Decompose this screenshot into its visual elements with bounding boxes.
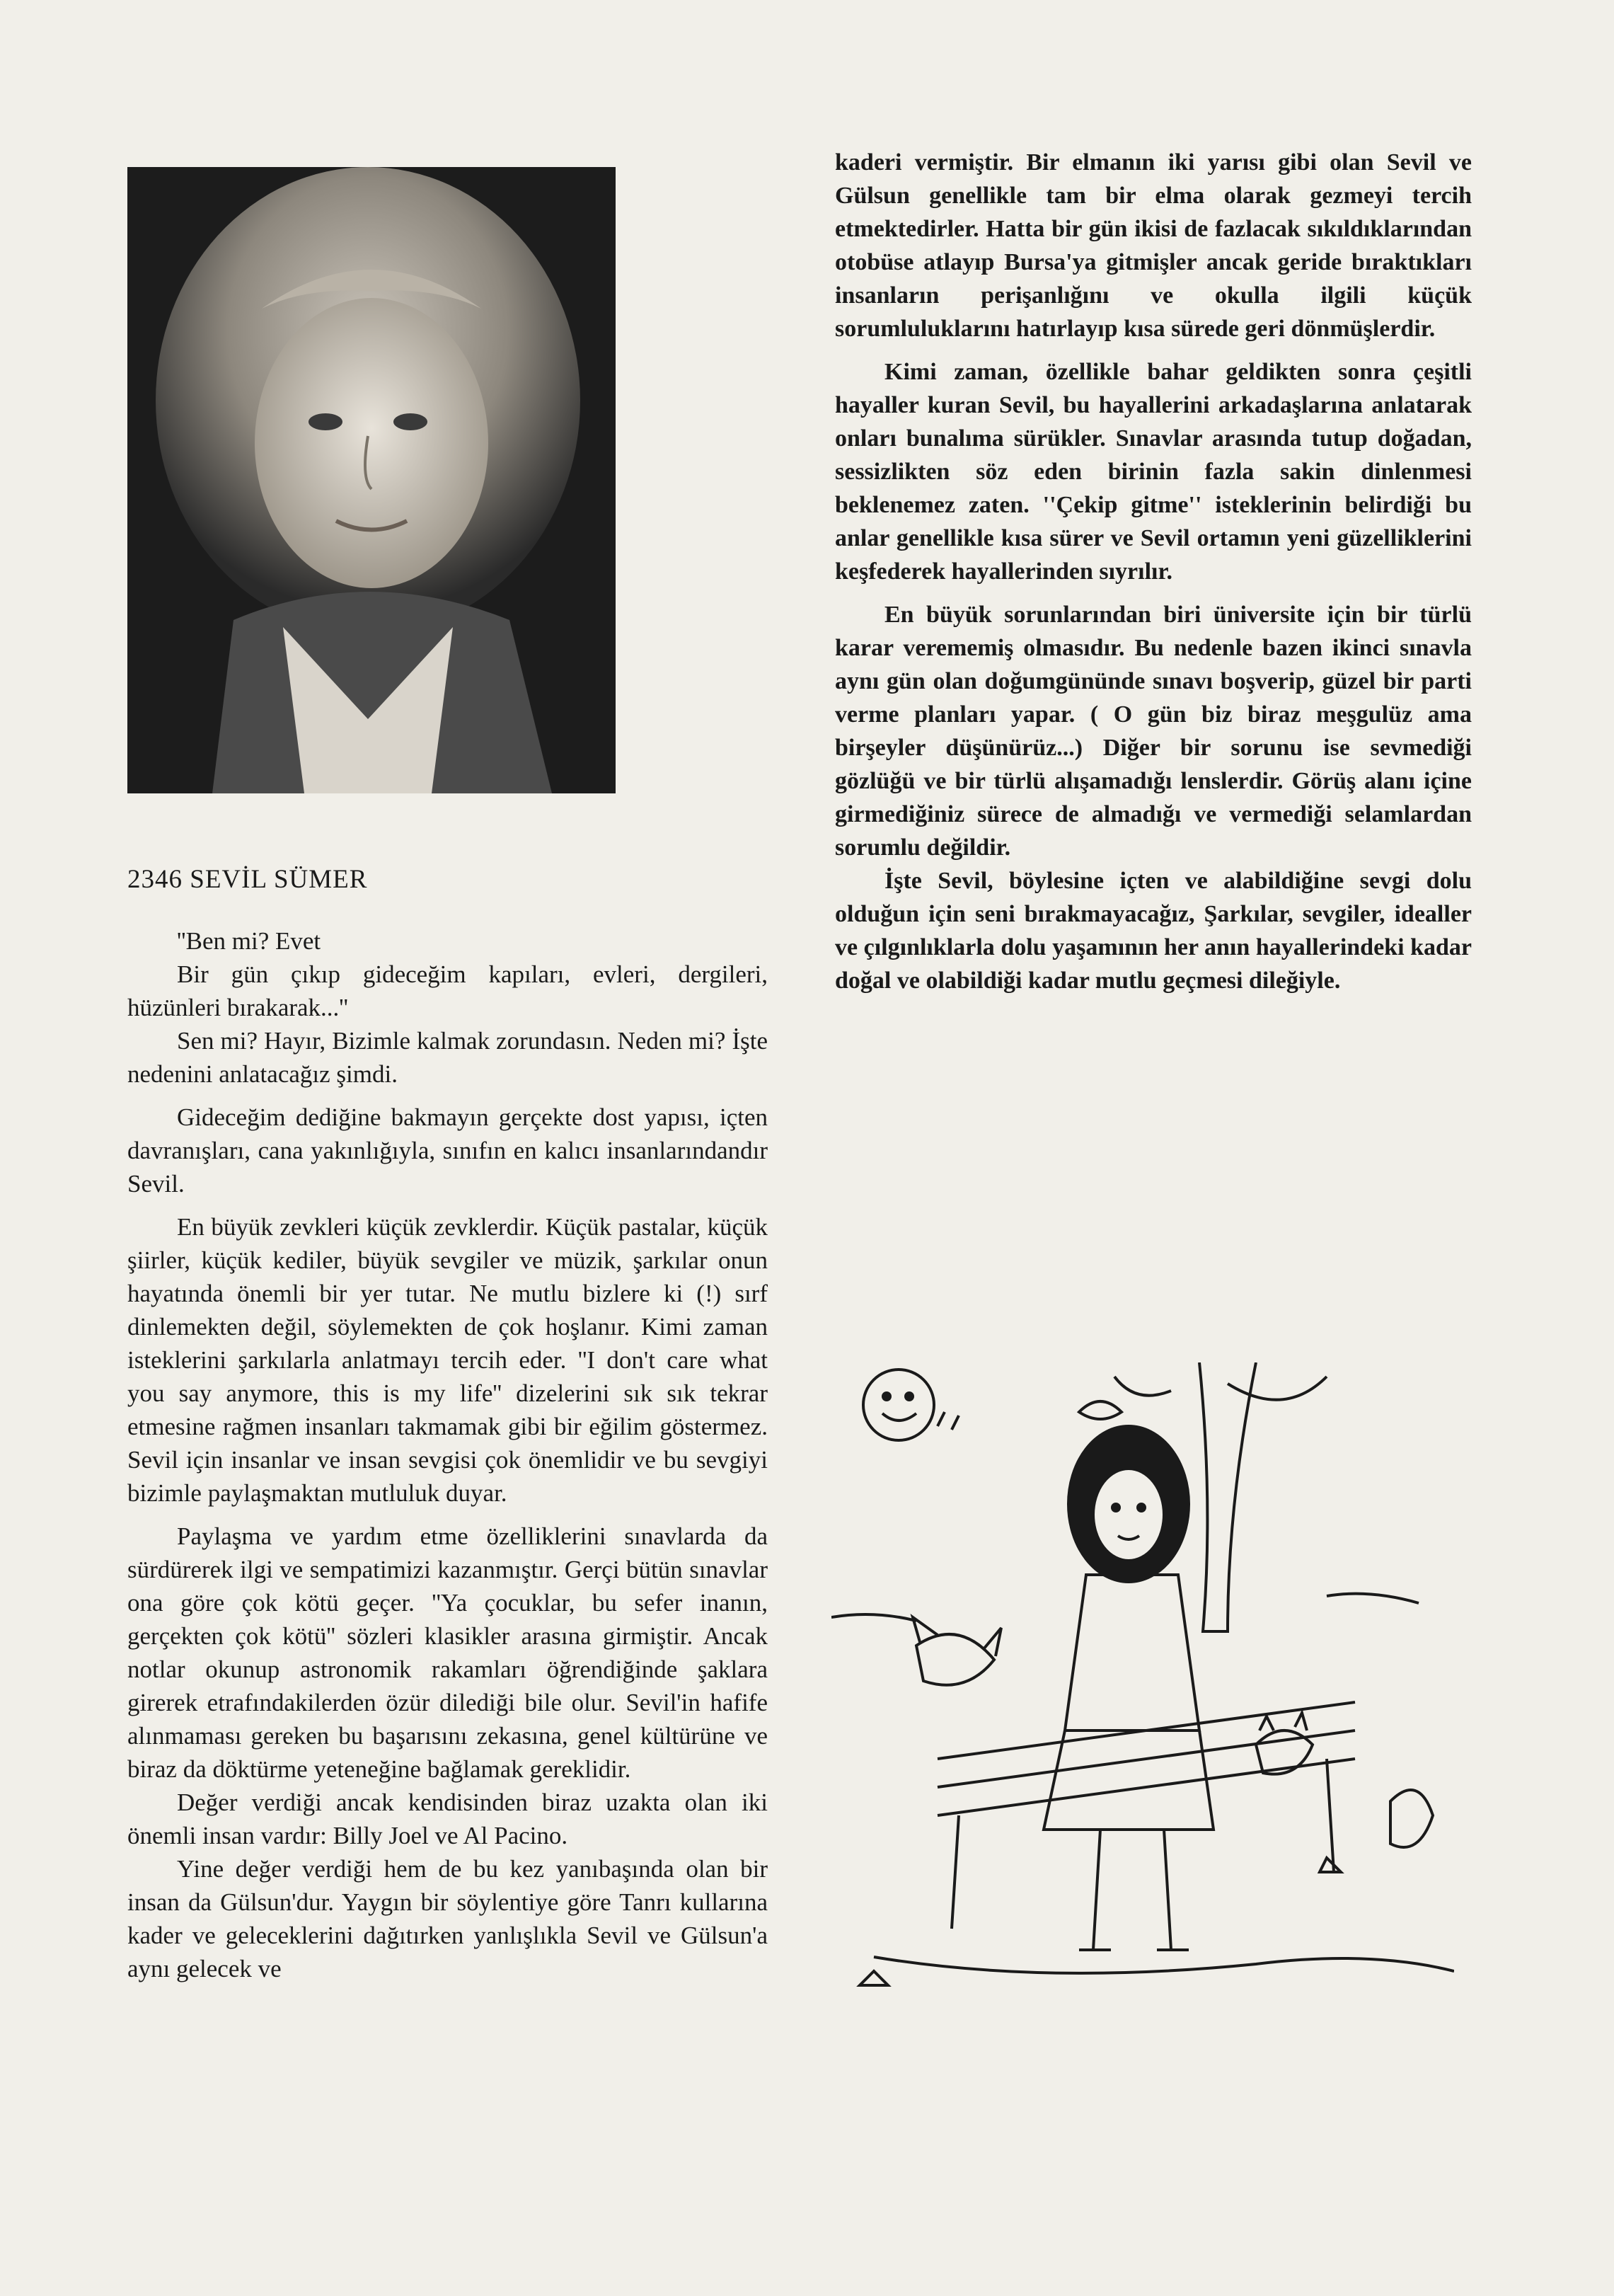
left-paragraph: Sen mi? Hayır, Bizimle kalmak zorundasın. Neden mi? İşte nedenini anlatacağız şimdi.: [127, 1027, 768, 1088]
smiling-sun-icon: [863, 1370, 934, 1440]
left-paragraph: Yine değer verdiği hem de bu kez yanıbaşında olan bir insan da Gülsun'dur. Yaygın bir söylentiye göre Tanrı kullarına kader ve geleceklerini dağıtırken yanlışlıkla Sevil ve Gülsun'a aynı gelecek ve: [127, 1855, 768, 1982]
article-left-text: [127, 864, 768, 1985]
bird-icon: [1079, 1401, 1122, 1419]
right-column: [835, 146, 1472, 997]
girl-on-bench-illustration: [831, 1362, 1454, 2014]
park-bench: [938, 1702, 1355, 1815]
right-paragraph: Kimi zaman, özellikle bahar geldikten sonra çeşitli hayaller kuran Sevil, bu hayallerini arkadaşlarına anlatarak onları bunalıma sürükler. Sınavlar arasında tutup doğadan, sessizlikten söz eden birinin fazla sakin dinlenmesi beklenemez zaten. ''Çekip gitme'' isteklerinin belirdiği bu anlar genellikle kısa sürer ve Sevil ortamın yeni güzelliklerini keşfederek hayallerinden sıyrılır.: [835, 359, 1472, 585]
fox-icon: [916, 1634, 994, 1685]
left-paragraph: Bir gün çıkıp gideceğim kapıları, evleri, dergileri, hüzünleri bırakarak...'': [127, 960, 768, 1021]
left-paragraph: Gideceğim dediğine bakmayın gerçekte dost yapısı, içten davranışları, cana yakınlığıyla, sınıfın en kalıcı insanlarındandır Sevil.: [127, 1103, 768, 1198]
left-paragraph: ''Ben mi? Evet: [177, 927, 321, 955]
student-name-heading: 2346 SEVİL SÜMER: [127, 865, 368, 894]
girl-dress: [1065, 1575, 1199, 1730]
right-paragraph: En büyük sorunlarından biri üniversite için bir türlü karar verememiş olmasıdır. Bu nedenle bazen ikinci sınavla aynı gün olan doğumgününde sınavı boşverip, güzel bir parti verme planları yapar. ( O gün biz biraz meşgulüz ama birşeyler düşünürüz...) Diğer bir sorunu ise sevmediği gözlüğü ve bir türlü alışamadığı lenslerdir. Görüş alanı içine girmediğiniz sürece de almadığı ve vermediği selamlardan sorumlu değildir.: [835, 602, 1472, 861]
tree-trunk: [1199, 1362, 1256, 1631]
left-paragraph: Paylaşma ve yardım etme özelliklerini sınavlarda da sürdürerek ilgi ve sempatimizi kazanmıştır. Gerçi bütün sınavlar ona göre çok kötü geçer. ''Ya çocuklar, bu sefer inanın, gerçekten çok kötü'' sözleri klasikler arasına girmiştir. Ancak notlar okunup astronomik rakamları öğrendiğinde şaklara girerek etrafındakilerden özür dilediği bile olur. Sevil'in hafife alınmaması gereken bu başarısını zekasına, genel kültürüne ve biraz da döktürme yeteneğine bağlamak gereklidir.: [127, 1522, 768, 1783]
portrait-illustration: [127, 167, 616, 793]
left-paragraph: En büyük zevkleri küçük zevklerdir. Küçük pastalar, küçük şiirler, küçük kediler, büyük sevgiler ve müzik, şarkılar onun hayatında önemli bir yer tutar. Ne mutlu bizlere ki (!) sırf dinlemekten değil, söylemekten de çok hoşlanır. Kimi zaman isteklerini şarkılarla anlatmayı tercih eder. ''I don't care what you say anymore, this is my life'' dizelerini sık sık tekrar etmesine rağmen insanları takmamak gibi bir eğilim göstermez. Sevil için insanlar ve insan sevgisi çok önemlidir ve bu sevgiyi bizimle paylaşmaktan mutluluk duyar.: [127, 1213, 768, 1507]
left-paragraph: Değer verdiği ancak kendisinden biraz uzakta olan iki önemli insan vardır: Billy Joel ve Al Pacino.: [127, 1789, 768, 1849]
squirrel-icon: [1390, 1790, 1433, 1847]
right-paragraph: İşte Sevil, böylesine içten ve alabildiğine sevgi dolu olduğun için seni bırakmayacağız, Şarkılar, sevgiler, idealler ve çılgınlıklarla dolu yaşamının her anın hayallerindeki kadar doğal ve olabildiği kadar mutlu geçmesi dileğiyle.: [835, 868, 1472, 994]
right-paragraph: kaderi vermiştir. Bir elmanın iki yarısı gibi olan Sevil ve Gülsun genellikle tam bir elma olarak gezmeyi tercih etmektedirler. Hatta bir gün ikisi de fazlacak sıkıldıklarından otobüse atlayıp Bursa'ya gitmişler ancak geride bıraktıkları insanların perişanlığını ve okulla ilgili küçük sorumluluklarını hatırlayıp kısa sürede geri dönmüşlerdir.: [835, 149, 1472, 342]
student-portrait-photo: [127, 167, 616, 793]
